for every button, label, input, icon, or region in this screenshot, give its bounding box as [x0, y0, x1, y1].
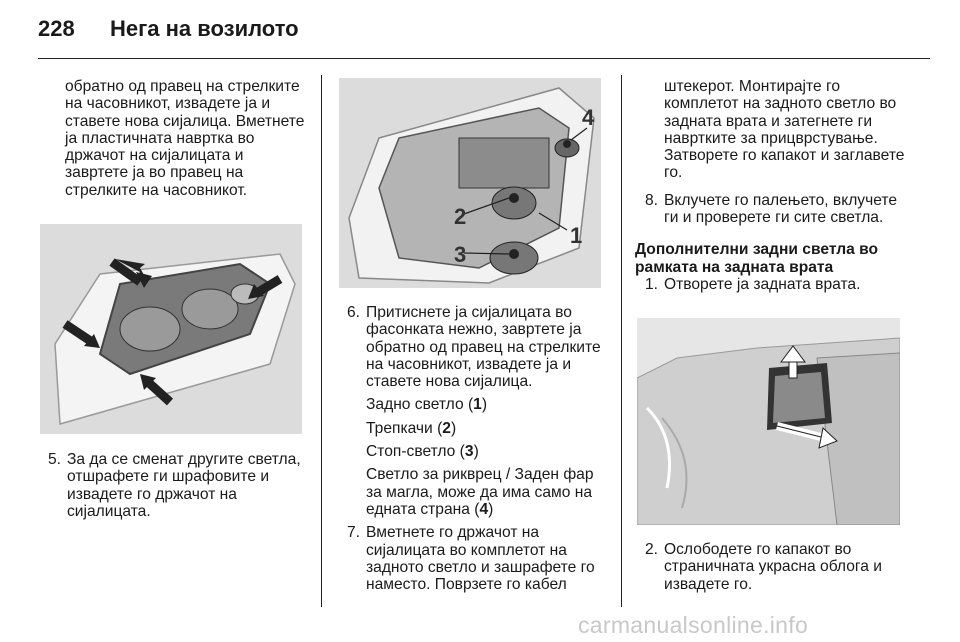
legend-close: ) — [481, 396, 488, 414]
page-number: 228 — [38, 16, 75, 41]
column-divider-left — [321, 75, 322, 607]
legend-item-1 — [339, 396, 604, 413]
step-7-number: 7. — [347, 524, 361, 542]
left-column — [65, 78, 305, 199]
step-2-text: Ослободете го капакот во страничната украсна облога и извадете го. — [664, 541, 882, 593]
callout-4: 4 — [582, 105, 595, 130]
step-5-text: За да се сменат другите светла, отшрафете ги шрафовите и извадете го држачот на сијалицата. — [67, 451, 301, 520]
middle-column — [339, 304, 604, 593]
legend-label: Светло за рикврец / Заден фар за магла, може да има само на едната страна ( — [366, 466, 594, 518]
right-column — [637, 78, 913, 293]
step-7-text: Вметнете го држачот на сијалицата во комплетот на задното светло и зашрафете го наместо. Поврзете го кабел — [366, 524, 595, 594]
legend-num: 4 — [479, 500, 489, 518]
figure-trunk-cover — [637, 318, 900, 525]
step-2 — [637, 541, 913, 593]
legend-num: 1 — [473, 396, 482, 414]
step-2-number: 2. — [645, 541, 659, 558]
legend-close: ) — [473, 443, 479, 461]
column-divider-right — [621, 75, 622, 607]
callout-2: 2 — [454, 204, 467, 229]
step-1-number: 1. — [645, 275, 659, 293]
intro-paragraph: обратно од правец на стрелките на часовникот, извадете ја и ставете нова сијалица. Вметнете ја пластичната навртка во држачот на сијалицата и завртете ја во правец на стрелките на часовникот. — [65, 78, 305, 199]
legend-item-3 — [339, 443, 604, 460]
legend-close: ) — [488, 500, 494, 518]
header-rule — [38, 58, 930, 59]
step-6-text: Притиснете ја сијалицата во фасонката нежно, завртете ја обратно од правец на стрелките на часовникот, извадете ја и ставете нова сијалица. — [366, 304, 601, 391]
step-6-number: 6. — [347, 304, 361, 321]
section-title: Нега на возилото — [110, 16, 299, 41]
watermark: carmanualsonline.info — [578, 612, 809, 638]
step-5-number: 5. — [48, 451, 62, 468]
section-heading: Дополнителни задни светла во рамката на задната врата — [635, 241, 879, 276]
legend-label: Трепкачи ( — [366, 419, 443, 437]
legend-item-2 — [339, 420, 604, 437]
callout-3: 3 — [454, 242, 467, 267]
step-1-text: Отворете ја задната врата. — [664, 275, 861, 293]
legend-num: 3 — [464, 443, 474, 461]
legend-label: Стоп-светло ( — [366, 443, 465, 461]
step-5 — [40, 451, 305, 520]
step-8-number: 8. — [645, 191, 659, 209]
legend-num: 2 — [442, 419, 451, 437]
figure-taillight-bulbs — [339, 78, 601, 288]
figure-taillight-holder — [40, 224, 302, 434]
legend-item-4 — [339, 466, 604, 518]
continuation-paragraph: штекерот. Монтирајте го комплетот на задното светло во задната врата и затегнете ги навртките за прицврстување. Затворете го капакот и заглавете го. — [664, 78, 905, 182]
legend-label: Задно светло ( — [366, 396, 474, 414]
callout-1: 1 — [570, 223, 583, 248]
step-8-text: Вклучете го палењето, вклучете ги и проверете ги сите светла. — [664, 191, 898, 227]
legend-close: ) — [450, 419, 457, 437]
